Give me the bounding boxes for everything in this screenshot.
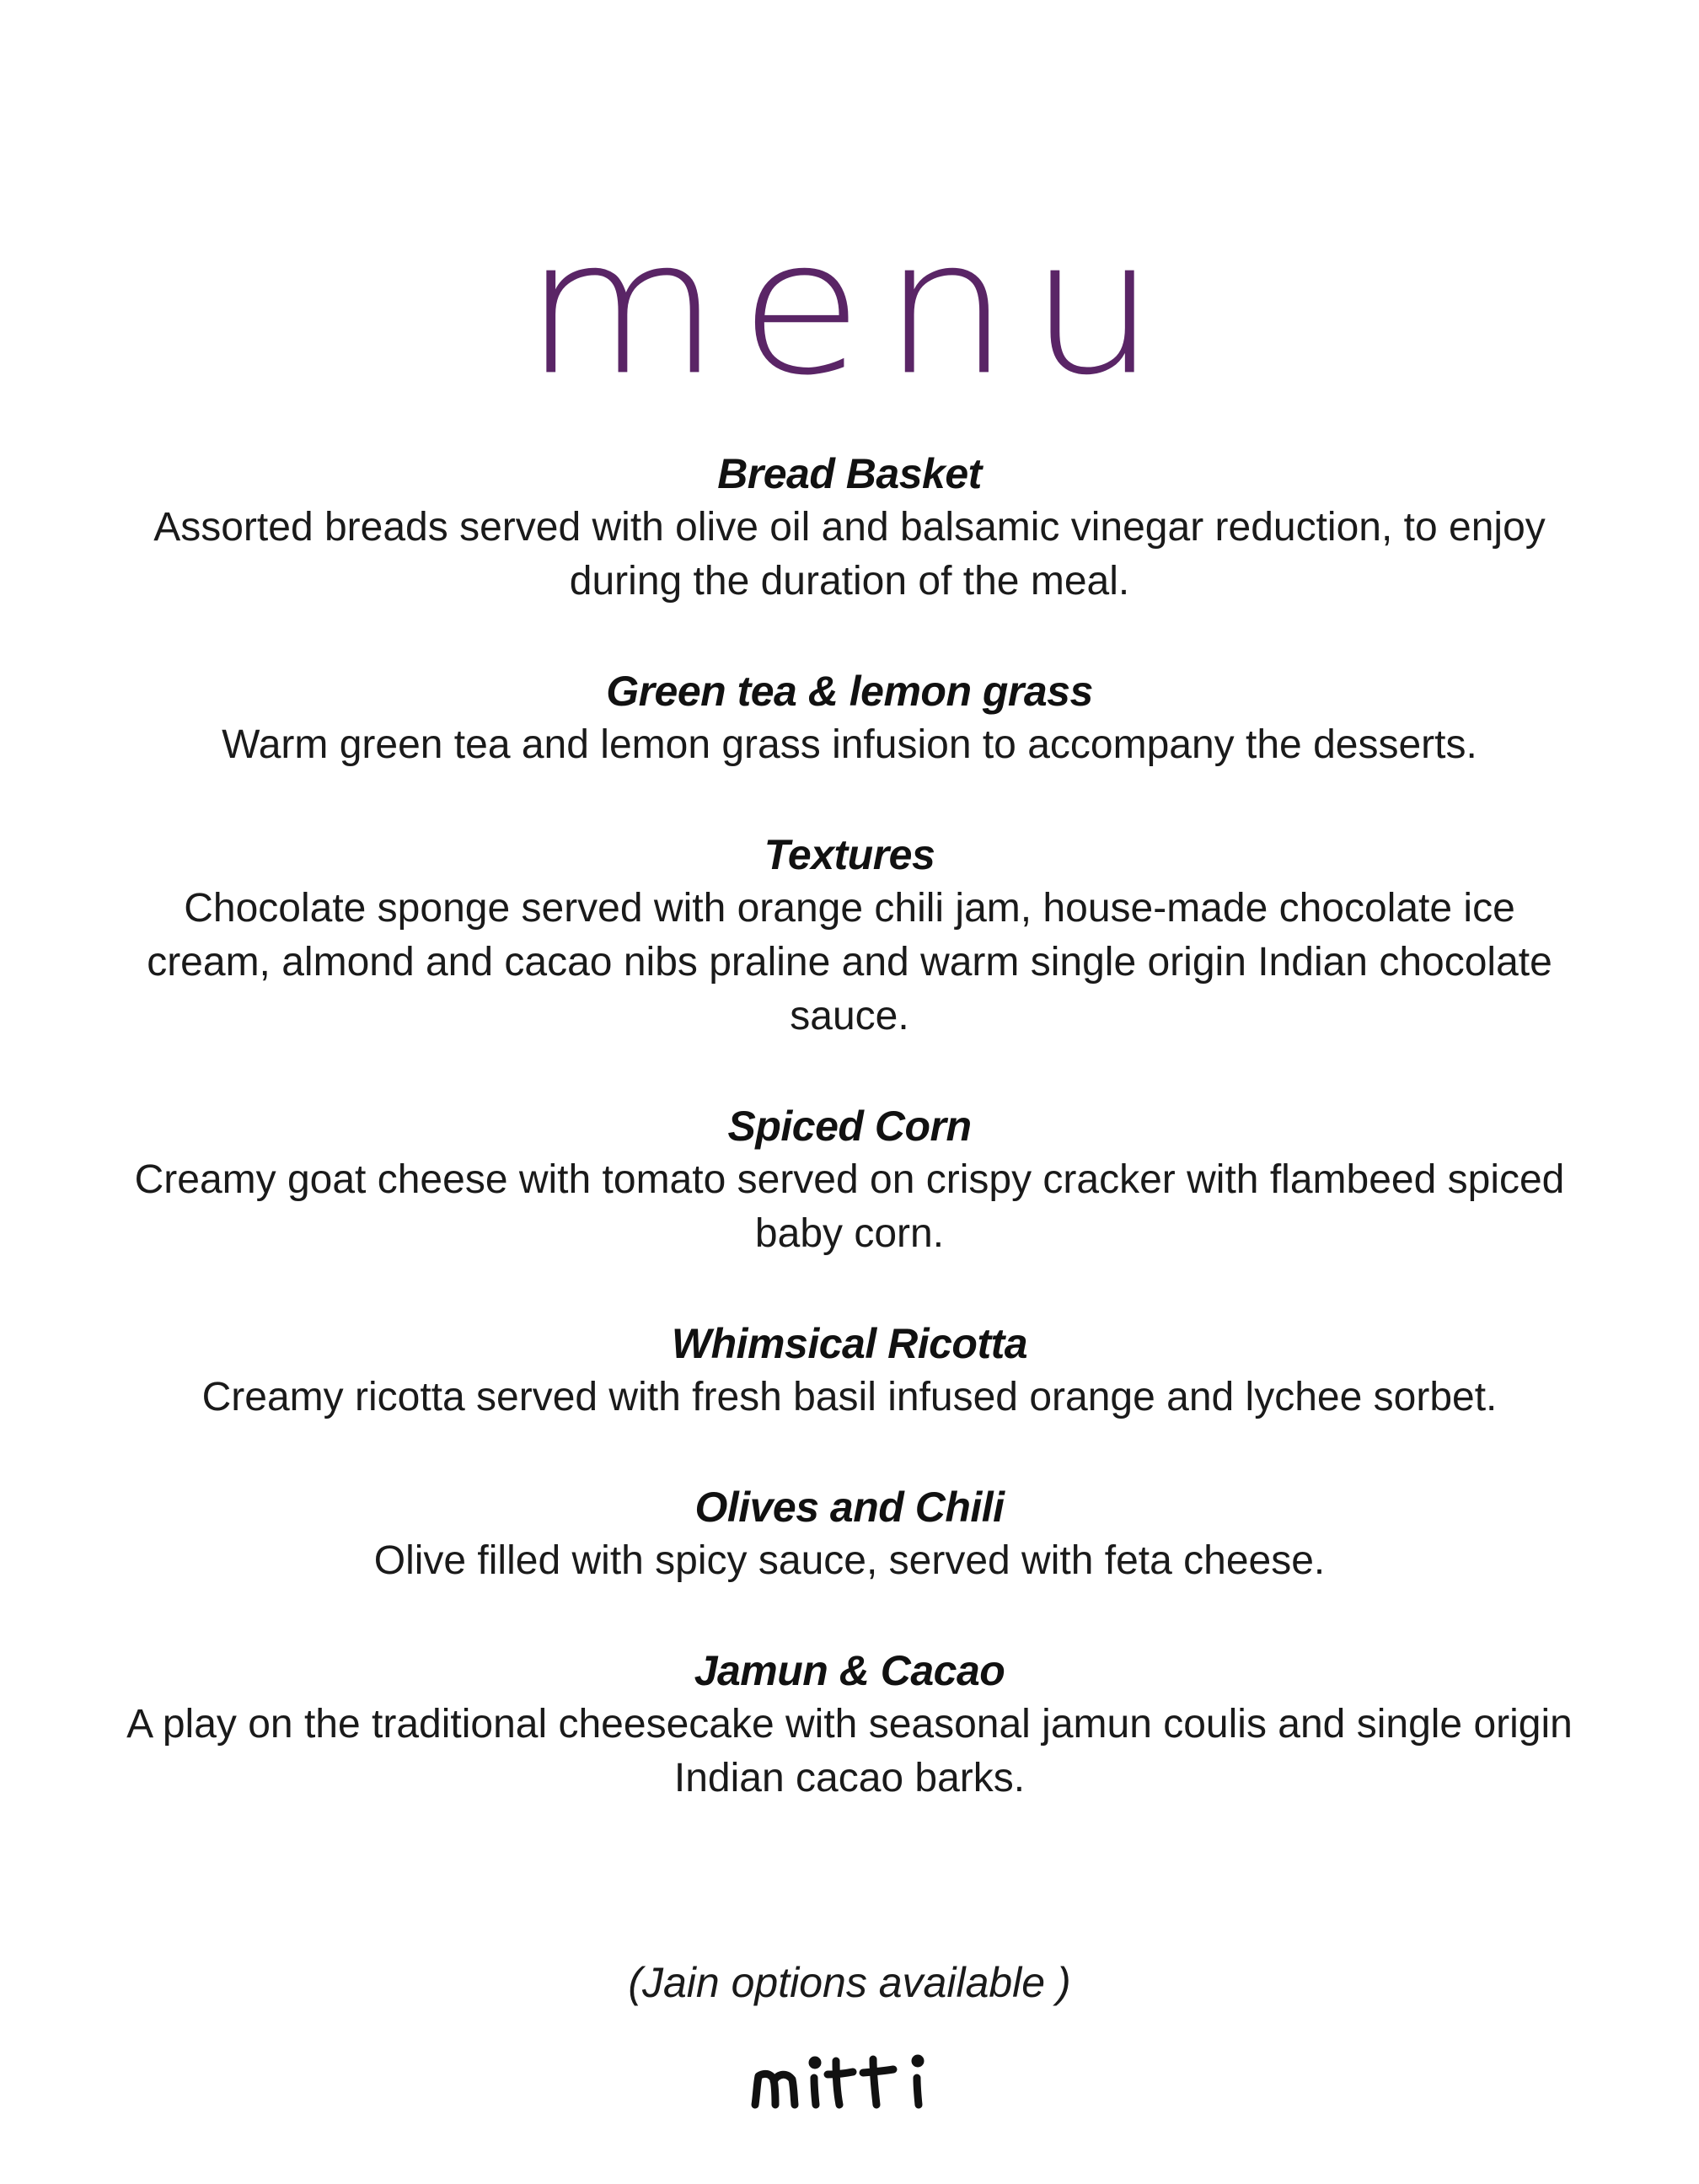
item-description: Warm green tea and lemon grass infusion to accompany the desserts. [222,722,1477,767]
menu-item [126,1644,1573,1806]
item-name: Textures [764,831,935,878]
item-name: Bread Basket [717,450,982,497]
item-name: Olives and Chili [694,1484,1005,1531]
item-name: Whimsical Ricotta [671,1320,1028,1367]
item-name: Spiced Corn [727,1103,972,1150]
title-area [0,199,1699,416]
menu-item [126,1099,1573,1261]
item-description: Chocolate sponge served with orange chili jam, house-made chocolate ice cream, almond and cacao nibs praline and warm single origin Indian chocolate sauce. [147,886,1552,1038]
item-description: Olive filled with spicy sauce, served with feta cheese. [373,1538,1326,1583]
logo-area [0,2044,1699,2120]
menu-item [126,1480,1573,1588]
item-description: A play on the traditional cheesecake with seasonal jamun coulis and single origin Indian cacao barks. [126,1702,1573,1800]
menu-items [126,447,1573,1861]
page-title: menu [523,199,1176,416]
menu-item [126,664,1573,772]
item-name: Jamun & Cacao [694,1647,1005,1694]
item-description: Assorted breads served with olive oil and balsamic vinegar reduction, to enjoy during the duration of the meal. [153,505,1546,604]
item-description: Creamy ricotta served with fresh basil infused orange and lychee sorbet. [201,1375,1498,1419]
jain-options-note: (Jain options available ) [628,1959,1071,2006]
menu-item [126,1317,1573,1425]
menu-item [126,828,1573,1044]
item-name: Green tea & lemon grass [606,668,1093,715]
item-description: Creamy goat cheese with tomato served on crispy cracker with flambeed spiced baby corn. [134,1157,1565,1256]
mitti-logo [748,2044,951,2120]
menu-item [126,447,1573,609]
